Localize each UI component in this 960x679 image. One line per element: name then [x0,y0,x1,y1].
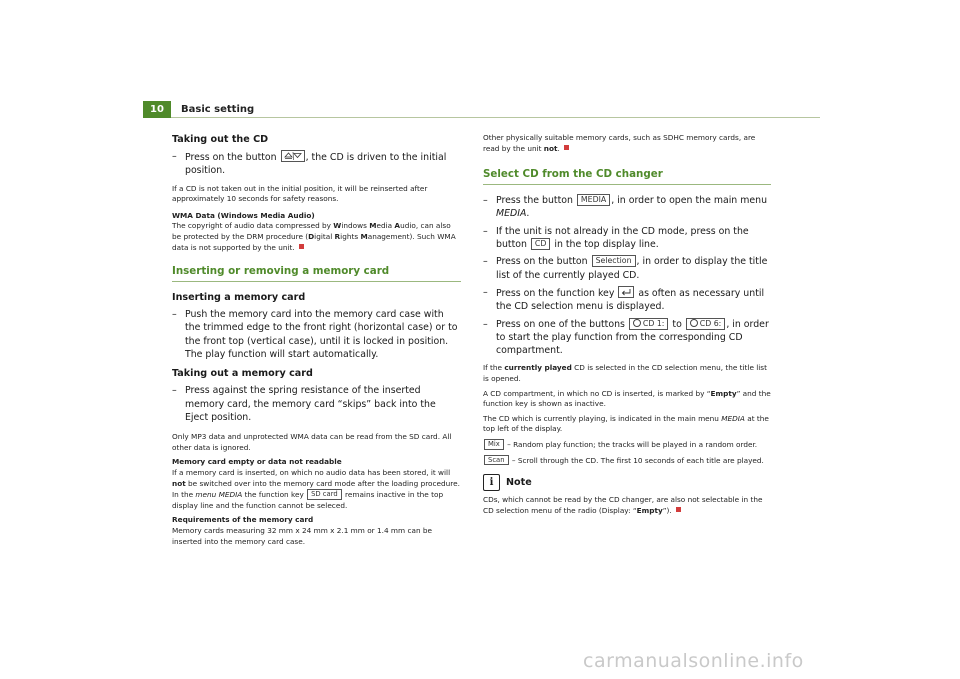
wma-heading: WMA Data (Windows Media Audio) [172,210,315,220]
cd-changer-section-heading: Select CD from the CD changer [483,168,771,185]
sd-card-key: SD card [307,489,342,500]
section-end-mark [676,507,681,512]
eject-key [281,150,305,162]
disc-icon [690,319,698,327]
page-number: 10 [143,101,171,118]
cd-step-5: – Press on one of the buttons CD 1: to CD 6: , in order to start the play function from the corresponding CD compartment. [483,318,769,357]
empty-card-text: If a memory card is inserted, on which no audio data has been stored, it will not be switched over into the memory card mode after the loading procedure. In the menu MEDIA the function key SD card remains inactive in the top display line and the function cannot be seleced. [172,468,460,510]
cd-step-2: – If the unit is not already in the CD mode, press on the button CD in the top display line. [483,225,749,251]
media-key: MEDIA [577,194,610,206]
cd-note-1: If the currently played CD is selected in the CD selection menu, the title list is opened. [483,363,767,384]
empty-card-heading: Memory card empty or data not readable [172,457,342,467]
scan-note: Scan – Scroll through the CD. The first 10 seconds of each title are played. [483,455,771,467]
cd6-key: CD 6: [686,318,726,330]
wma-text: The copyright of audio data compressed by Windows Media Audio, can also be protected by the DRM procedure (Digital Rights Management). Such WMA data is not supported by the unit. [172,221,456,252]
cd1-key: CD 1: [629,318,669,330]
cd-note-2: A CD compartment, in which no CD is inserted, is marked by “Empty” and the function key is shown as inactive. [483,388,771,409]
info-note-icon: i [483,474,500,491]
taking-out-cd-heading: Taking out the CD [172,134,269,145]
watermark: carmanualsonline.info [583,650,804,672]
cd-note-3: The CD which is currently playing, is indicated in the main menu MEDIA at the top left of the display. [483,413,769,434]
note-text: CDs, which cannot be read by the CD changer, are also not selectable in the CD selection menu of the radio (Display: “Empty”). [483,495,763,515]
taking-out-cd-step: – Press on the button , the CD is driven to the initial position. [172,151,447,177]
disc-icon [633,319,641,327]
insert-card-step: – Push the memory card into the memory card case with the trimmed edge to the front right (horizontal case) or to the front top (vertical case), until it is locked in position. The play function will start automatically. [172,309,458,361]
return-arrow-icon [619,287,633,297]
taking-out-cd-note: If a CD is not taken out in the initial position, it will be reinserted after approximately 10 seconds for safety reasons. [172,183,428,204]
selection-key: Selection [592,255,636,267]
memory-card-section-heading: Inserting or removing a memory card [172,265,461,282]
right-column [483,133,771,520]
other-cards-text: Other physically suitable memory cards, such as SDHC memory cards, are read by the unit not. [483,133,756,153]
note-heading: i Note [483,474,771,491]
requirements-text: Memory cards measuring 32 mm x 24 mm x 2.1 mm or 1.4 mm can be inserted into the memory card case. [172,525,433,546]
cd-key: CD [531,238,550,250]
scan-key: Scan [484,455,509,466]
mix-note: Mix – Random play function; the tracks will be played in a random order. [483,439,771,451]
header-rule [143,117,820,118]
mp3-note: Only MP3 data and unprotected WMA data can be read from the SD card. All other data is ignored. [172,432,452,452]
cd-step-1: – Press the button MEDIA , in order to open the main menu MEDIA. [483,195,768,220]
requirements-heading: Requirements of the memory card [172,515,314,525]
section-end-mark [299,244,304,249]
return-key [618,286,634,298]
running-head: Basic setting [181,104,255,115]
cd-step-4: – Press on the function key as often as necessary until the CD selection menu is displayed. [483,286,765,313]
eject-icon [282,151,304,161]
section-end-mark [564,145,569,150]
left-column [172,133,461,551]
cd-step-3: – Press on the button Selection , in order to display the title list of the currently played CD. [483,256,768,281]
insert-card-heading: Inserting a memory card [172,292,306,304]
takeout-card-heading: Taking out a memory card [172,368,313,380]
mix-key: Mix [484,439,504,450]
takeout-card-step: – Press against the spring resistance of the inserted memory card, the memory card “skips” back into the Eject position. [172,385,436,423]
